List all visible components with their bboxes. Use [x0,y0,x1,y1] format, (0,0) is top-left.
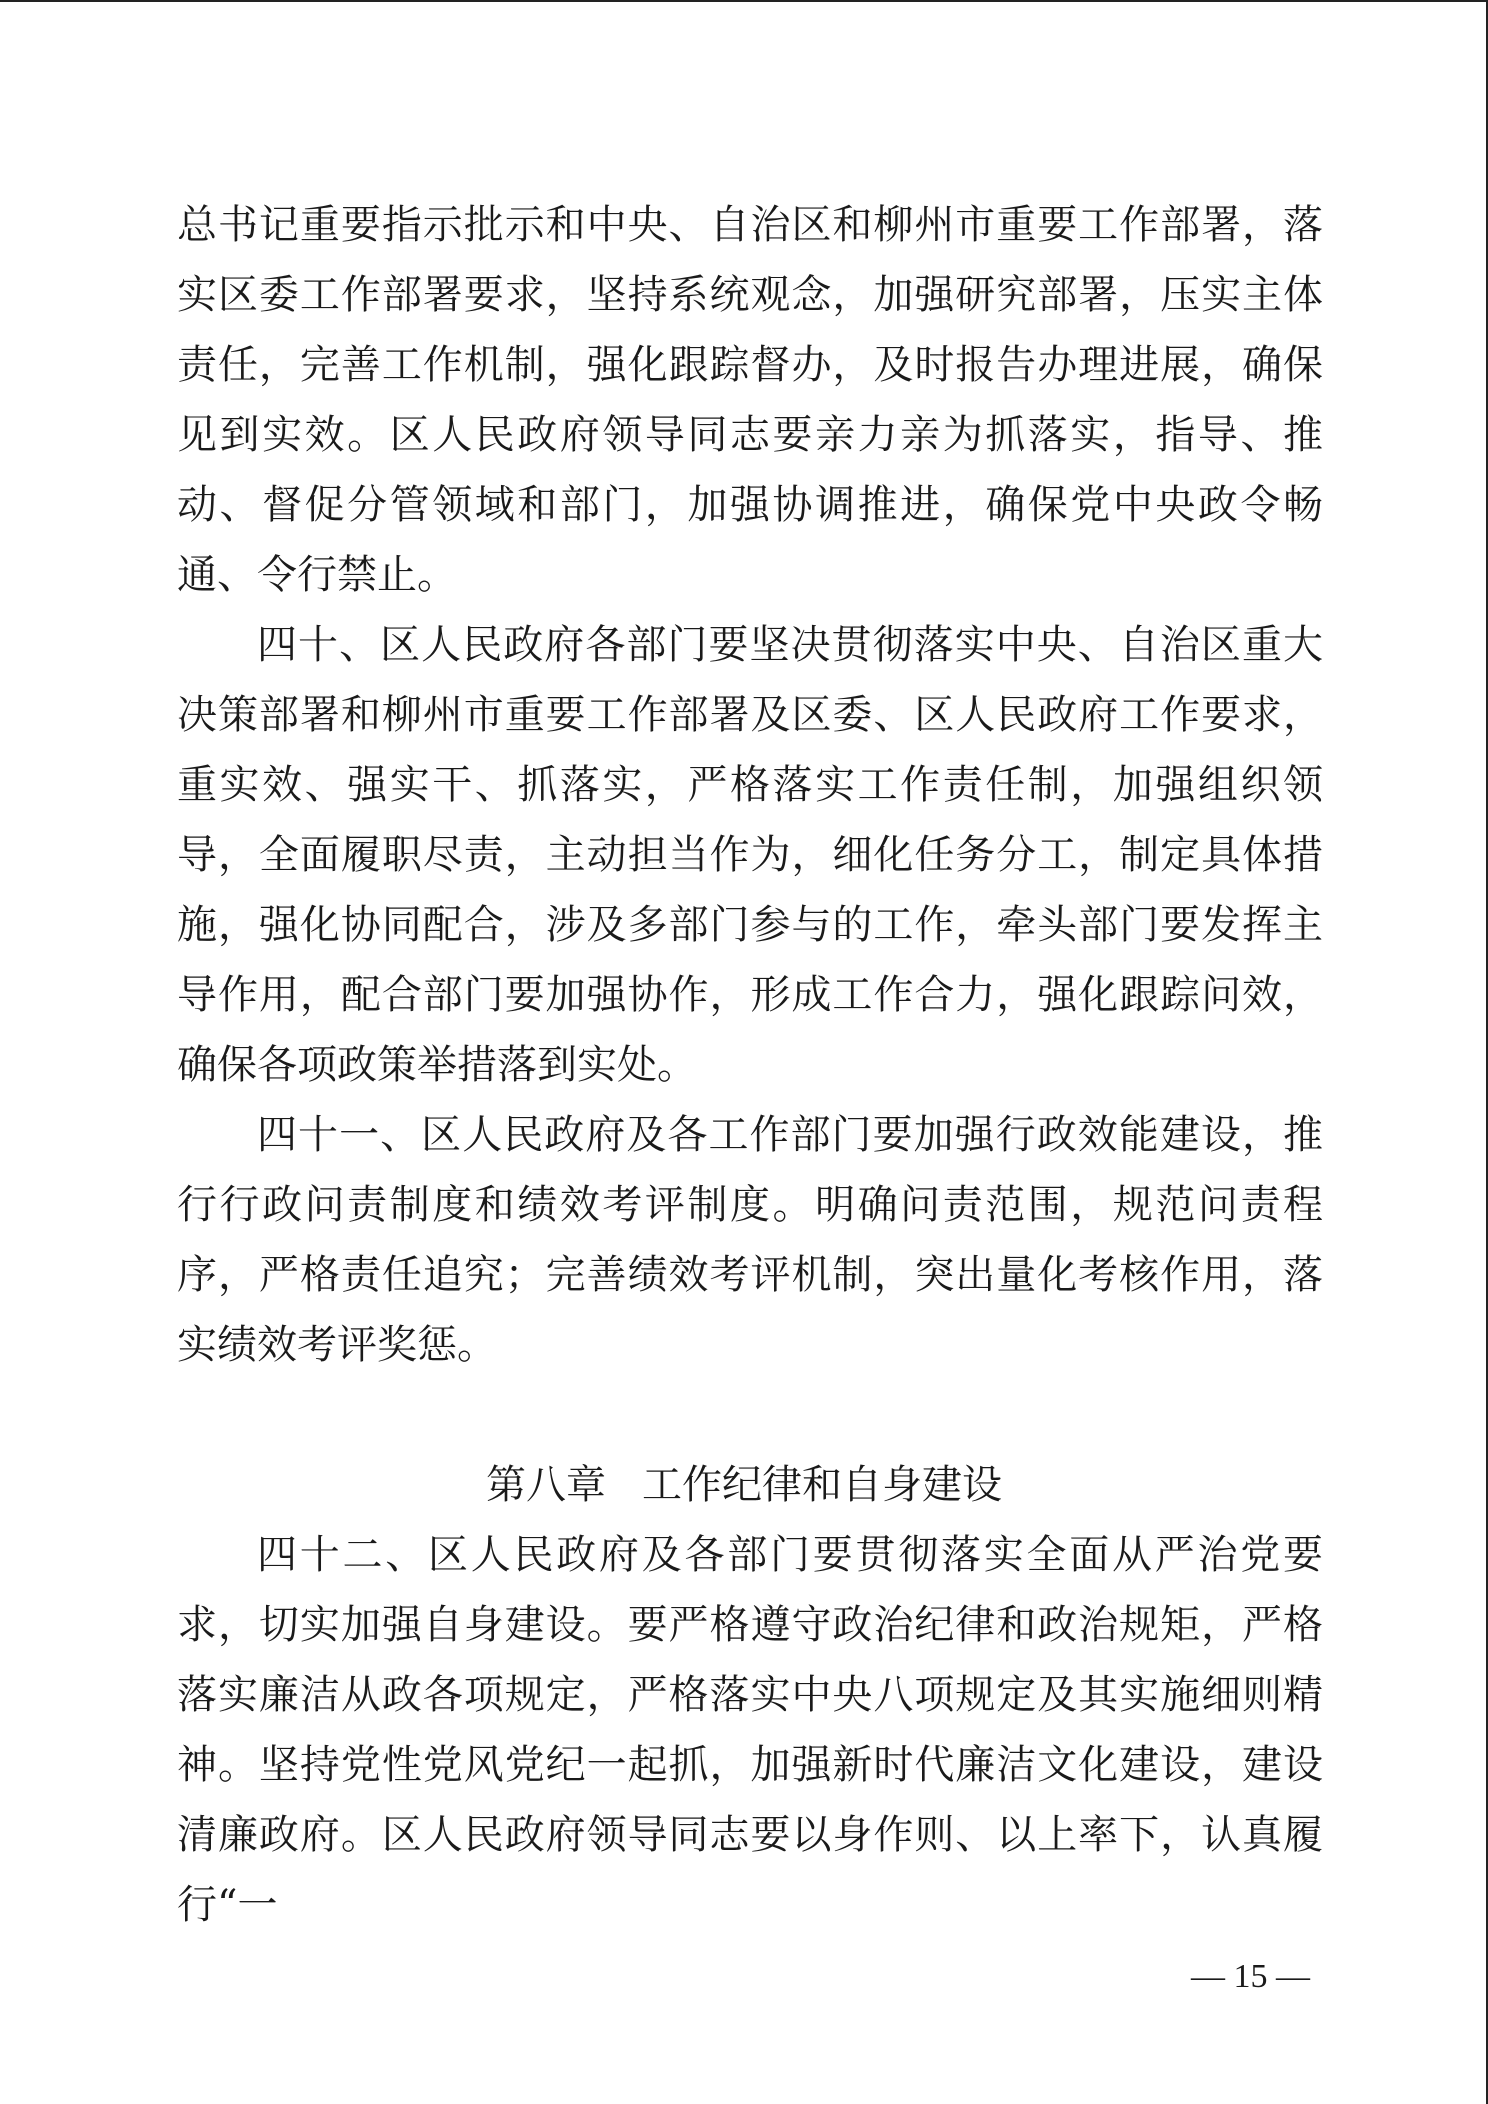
paragraph-article-41: 四十一、区人民政府及各工作部门要加强行政效能建设，推行行政问责制度和绩效考评制度。明确问责范围，规范问责程序，严格责任追究；完善绩效考评机制，突出量化考核作用，落实绩效考评奖惩。 [177,1112,1323,1368]
body-text-upper [177,190,1323,1380]
page-number: — 15 — [1191,1958,1310,1995]
chapter-heading [0,1450,1488,1520]
paragraph-article-40: 四十、区人民政府各部门要坚决贯彻落实中央、自治区重大决策部署和柳州市重要工作部署及区委、区人民政府工作要求，重实效、强实干、抓落实，严格落实工作责任制，加强组织领导，全面履职尽责，主动担当作为，细化任务分工，制定具体措施，强化协同配合，涉及多部门参与的工作，牵头部门要发挥主导作用，配合部门要加强协作，形成工作合力，强化跟踪问效，确保各项政策举措落到实处。 [177,622,1323,1088]
chapter-title: 工作纪律和自身建设 [642,1462,1002,1508]
paragraph-continuation: 总书记重要指示批示和中央、自治区和柳州市重要工作部署，落实区委工作部署要求，坚持系统观念，加强研究部署，压实主体责任，完善工作机制，强化跟踪督办，及时报告办理进展，确保见到实效。区人民政府领导同志要亲力亲为抓落实，指导、推动、督促分管领域和部门，加强协调推进，确保党中央政令畅通、令行禁止。 [177,202,1323,598]
paragraph-article-42: 四十二、区人民政府及各部门要贯彻落实全面从严治党要求，切实加强自身建设。要严格遵守政治纪律和政治规矩，严格落实廉洁从政各项规定，严格落实中央八项规定及其实施细则精神。坚持党性党风党纪一起抓，加强新时代廉洁文化建设，建设清廉政府。区人民政府领导同志要以身作则、以上率下，认真履行“一 [177,1532,1323,1928]
body-text-lower [177,1520,1323,1940]
chapter-number: 第八章 [486,1462,606,1508]
